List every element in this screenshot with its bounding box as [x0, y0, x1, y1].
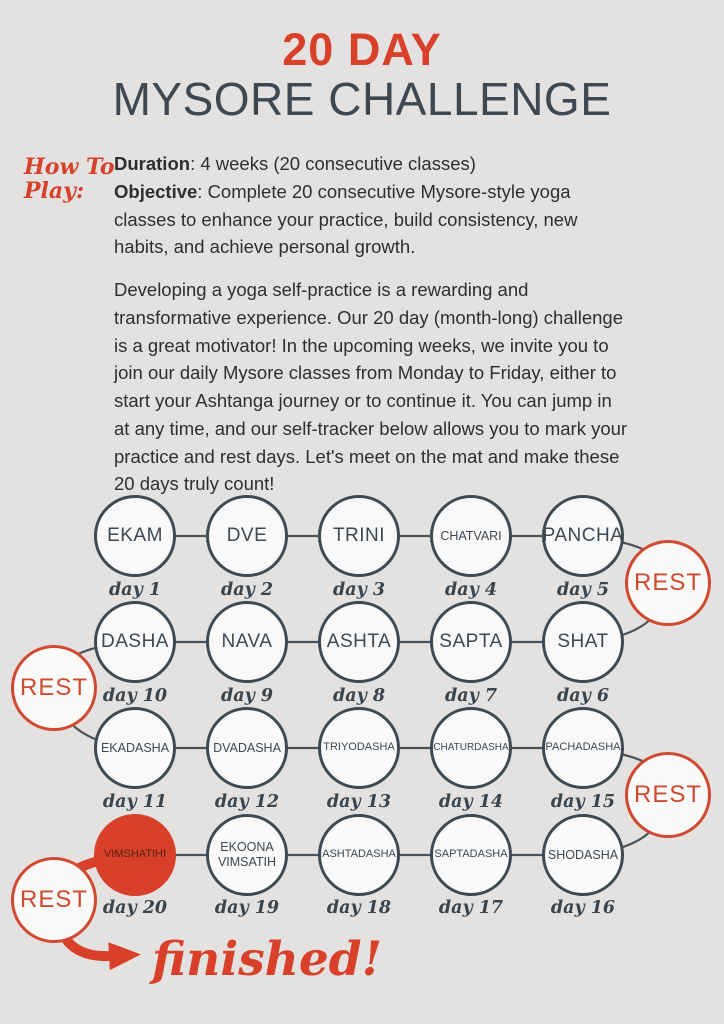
- day-circle-13-name: TRIYODASHA: [323, 741, 395, 754]
- objective-label: Objective: [114, 180, 198, 202]
- day-circle-7-name: SAPTA: [439, 630, 503, 652]
- day-circle-7[interactable]: [430, 601, 512, 683]
- day-circle-16[interactable]: [542, 814, 624, 896]
- day-circle-4[interactable]: [430, 495, 512, 577]
- day-number-14: day 14: [438, 792, 504, 812]
- day-circle-18[interactable]: [318, 814, 400, 896]
- day-circle-5-name: PANCHA: [542, 524, 624, 546]
- day-circle-6[interactable]: [542, 601, 624, 683]
- day-circle-2[interactable]: [206, 495, 288, 577]
- day-number-4: day 4: [444, 580, 498, 600]
- day-circle-10-name: DASHA: [101, 630, 169, 652]
- day-circle-15-name: PACHADASHA: [545, 741, 621, 754]
- day-number-12: day 12: [214, 792, 280, 812]
- day-number-1: day 1: [108, 580, 162, 600]
- day-circle-1[interactable]: [94, 495, 176, 577]
- rest-circle-week4[interactable]: [11, 857, 97, 943]
- day-circle-8-name: ASHTA: [326, 630, 392, 652]
- day-circle-14[interactable]: [430, 707, 512, 789]
- day-circle-20-marked[interactable]: [94, 814, 176, 896]
- day-number-15: day 15: [550, 792, 616, 812]
- intro-paragraph: Developing a yoga self-practice is a rewarding and transformative experience. Our 20 day (month-long) challenge is a great motivator! In the upcoming weeks, we invite you to join our daily Mysore classes from Monday to Friday, either to start your Ashtanga journey or to continue it. You can jump in at any time, and our self-tracker below allows you to mark your practice and rest days. Let's meet on the mat and make these 20 days truly count!: [114, 279, 628, 495]
- day-circle-1-name: EKAM: [107, 524, 163, 546]
- day-circle-18-name: ASHTADASHA: [322, 848, 396, 861]
- day-circle-10[interactable]: [94, 601, 176, 683]
- day-circle-20-name: VIMSHATIHI: [103, 848, 167, 861]
- day-circle-9-name: NAVA: [221, 630, 273, 652]
- how-to-play-label: How To Play:: [24, 154, 115, 205]
- body-copy: [114, 150, 630, 498]
- day-number-17: day 17: [438, 898, 504, 918]
- rest-circle-week2[interactable]: [11, 645, 97, 731]
- day-circle-12-name: DVADASHA: [213, 740, 281, 755]
- day-circle-2-name: DVE: [226, 524, 268, 546]
- day-circle-15[interactable]: [542, 707, 624, 789]
- day-circle-11[interactable]: [94, 707, 176, 789]
- day-circle-5[interactable]: [542, 495, 624, 577]
- day-circle-4-name: CHATVARI: [440, 528, 502, 543]
- day-number-19: day 19: [214, 898, 280, 918]
- day-circle-3[interactable]: [318, 495, 400, 577]
- day-circle-11-name: EKADASHA: [100, 740, 170, 755]
- day-number-8: day 8: [332, 686, 386, 706]
- day-number-20: day 20: [102, 898, 168, 918]
- rest-label-week2: REST: [19, 674, 88, 701]
- day-circle-12[interactable]: [206, 707, 288, 789]
- day-circle-9[interactable]: [206, 601, 288, 683]
- duration-label: Duration: [114, 153, 191, 174]
- day-number-11: day 11: [102, 792, 168, 812]
- objective-text: : Complete 20 consecutive Mysore-style yoga classes to enhance your practice, build consistency, new habits, and achieve personal growth.: [114, 180, 578, 258]
- day-number-18: day 18: [326, 898, 392, 918]
- day-circle-19[interactable]: [206, 814, 288, 896]
- day-number-6: day 6: [556, 686, 610, 706]
- day-circle-17[interactable]: [430, 814, 512, 896]
- day-number-16: day 16: [550, 898, 616, 918]
- duration-line: [114, 150, 630, 178]
- day-number-13: day 13: [326, 792, 392, 812]
- title-line-1: 20 DAY: [282, 24, 442, 75]
- finished-text: finished!: [152, 932, 383, 987]
- day-number-5: day 5: [556, 580, 610, 600]
- day-number-2: day 2: [220, 580, 274, 600]
- day-tracker-board: [0, 490, 724, 1024]
- day-circle-8[interactable]: [318, 601, 400, 683]
- rest-circle-week1[interactable]: [625, 540, 711, 626]
- day-circle-14-name: CHATURDASHA: [433, 742, 509, 753]
- day-number-10: day 10: [102, 686, 168, 706]
- day-circle-3-name: TRINI: [332, 524, 386, 546]
- rest-circle-week3[interactable]: [625, 752, 711, 838]
- day-circle-17-name: SAPTADASHA: [434, 848, 508, 861]
- title-line-2: MYSORE CHALLENGE: [112, 72, 612, 125]
- duration-text: : 4 weeks (20 consecutive classes): [190, 153, 476, 174]
- rest-label-week4: REST: [19, 886, 88, 913]
- day-number-3: day 3: [332, 580, 386, 600]
- day-circle-16-name: SHODASHA: [547, 847, 619, 862]
- day-circle-19-name: EKOONA VIMSATIH: [217, 840, 277, 869]
- rest-label-week3: REST: [633, 781, 702, 808]
- day-number-9: day 9: [220, 686, 274, 706]
- objective-line: [114, 178, 630, 261]
- day-circle-6-name: SHAT: [557, 630, 609, 652]
- rest-label-week1: REST: [633, 569, 702, 596]
- day-circle-13[interactable]: [318, 707, 400, 789]
- day-number-7: day 7: [444, 686, 498, 706]
